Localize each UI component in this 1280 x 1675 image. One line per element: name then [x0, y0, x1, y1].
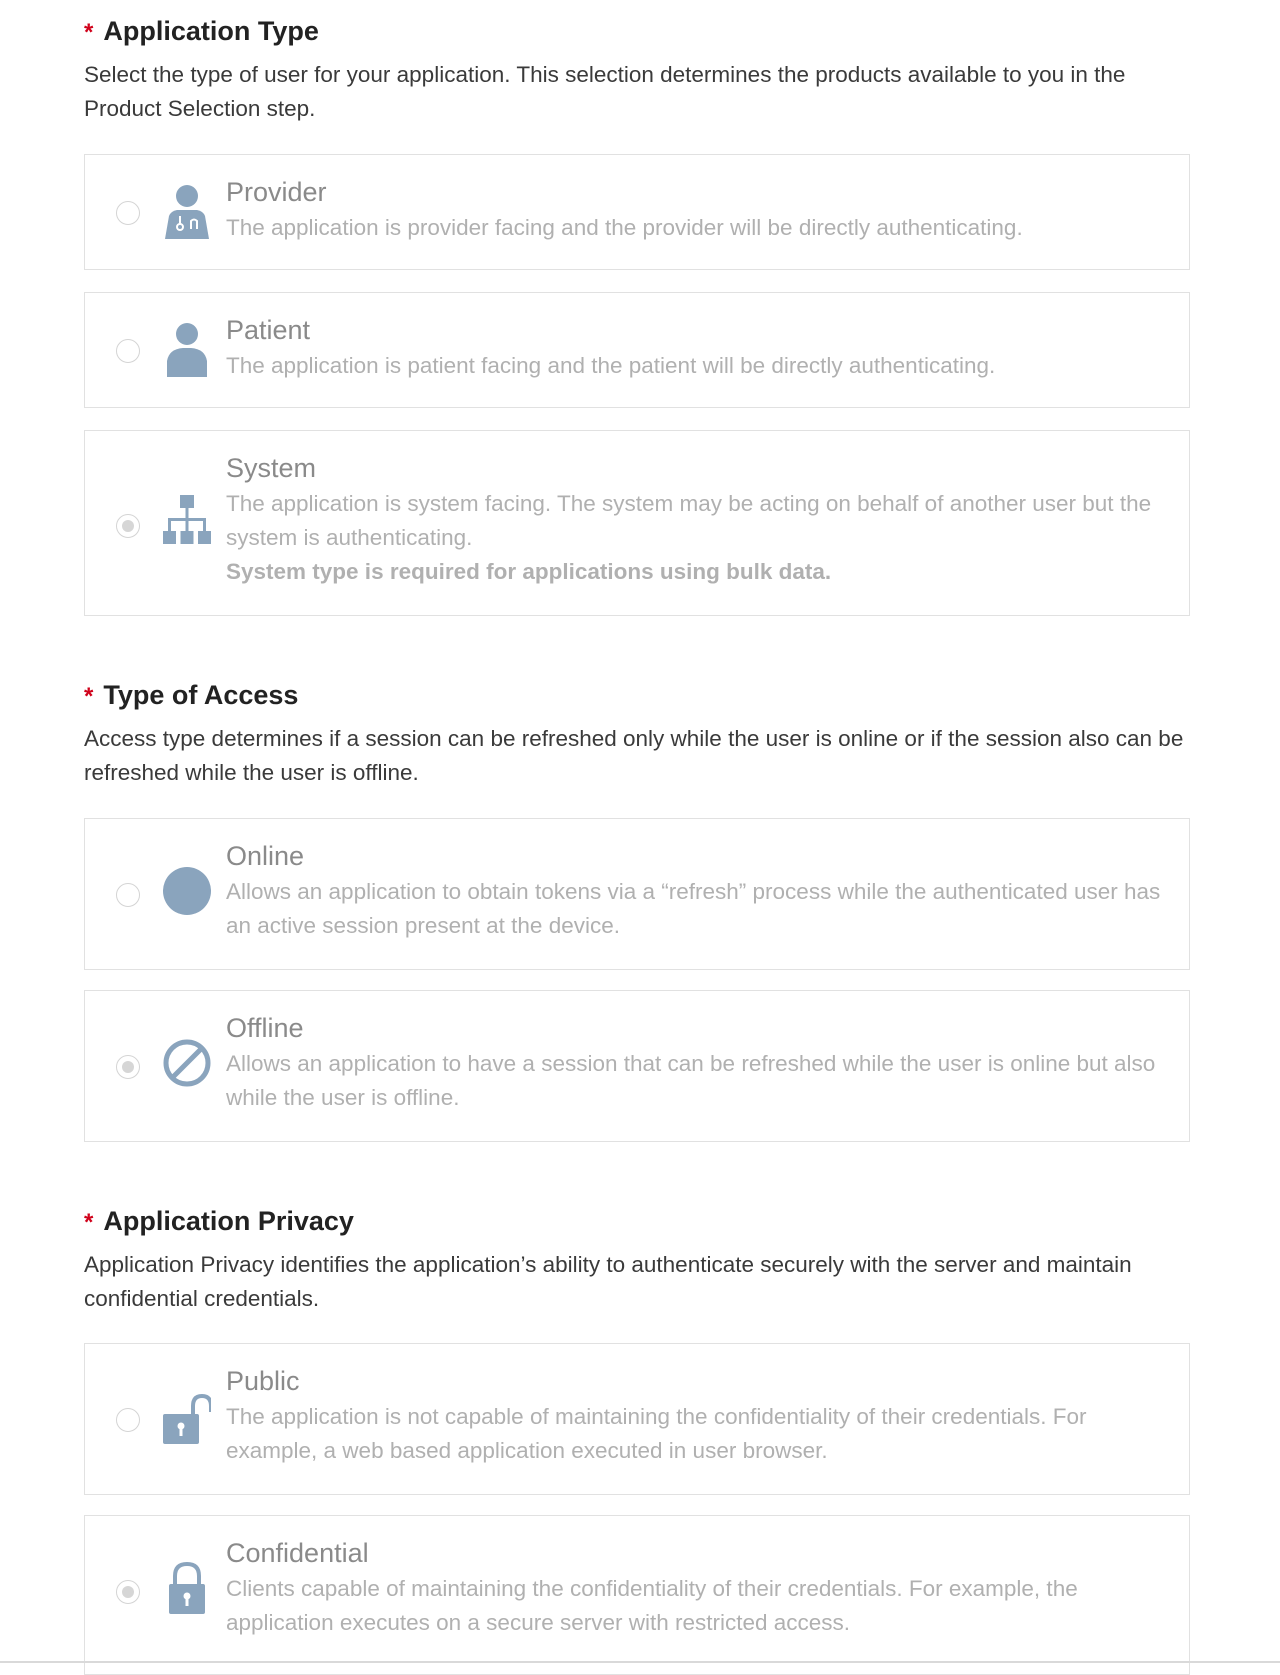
- application-type-title: Application Type: [103, 16, 319, 46]
- confidential-radio[interactable]: [116, 1580, 140, 1604]
- confidential-title: Confidential: [226, 1538, 369, 1568]
- system-radio[interactable]: [116, 514, 140, 538]
- option-public[interactable]: [84, 1343, 1190, 1495]
- system-hierarchy-icon: [163, 493, 211, 549]
- option-provider[interactable]: [84, 154, 1190, 270]
- provider-title: Provider: [226, 177, 327, 207]
- online-title: Online: [226, 841, 305, 871]
- offline-radio[interactable]: [116, 1055, 140, 1079]
- application-privacy-section: [84, 1204, 1192, 1316]
- section-title: [84, 14, 1192, 50]
- system-title: System: [226, 453, 317, 483]
- type-of-access-title: Type of Access: [103, 680, 299, 710]
- option-system[interactable]: [84, 430, 1190, 616]
- type-of-access-section: [84, 678, 1192, 790]
- online-circle-icon: [163, 865, 211, 921]
- option-offline[interactable]: [84, 990, 1190, 1142]
- offline-description: Allows an application to have a session that can be refreshed while the user is online but also while the user is offline.: [226, 1051, 1156, 1110]
- locked-padlock-icon: [163, 1560, 211, 1616]
- provider-radio[interactable]: [116, 201, 140, 225]
- offline-ban-icon: [163, 1037, 211, 1093]
- confidential-description: Clients capable of maintaining the confidentiality of their credentials. For example, the application executes on a secure server with restricted access.: [226, 1576, 1078, 1635]
- online-description: Allows an application to obtain tokens via a “refresh” process while the authenticated user has an active session present at the device.: [226, 879, 1161, 938]
- type-of-access-description: Access type determines if a session can be refreshed only while the user is online or if the session also can be refreshed while the user is offline.: [84, 726, 1184, 785]
- application-type-section: [84, 14, 1192, 126]
- patient-icon: [163, 321, 211, 377]
- provider-description: The application is provider facing and the provider will be directly authenticating.: [226, 215, 1023, 240]
- required-mark: *: [84, 683, 94, 710]
- bottom-divider: [0, 1661, 1280, 1663]
- application-privacy-description: Application Privacy identifies the application’s ability to authenticate securely with the server and maintain confidential credentials.: [84, 1252, 1132, 1311]
- option-confidential[interactable]: [84, 1515, 1190, 1675]
- public-title: Public: [226, 1366, 300, 1396]
- required-mark: *: [84, 1209, 94, 1236]
- option-patient[interactable]: [84, 292, 1190, 408]
- option-online[interactable]: [84, 818, 1190, 970]
- public-radio[interactable]: [116, 1408, 140, 1432]
- system-description: The application is system facing. The system may be acting on behalf of another user but the system is authenticating.: [226, 491, 1152, 550]
- patient-description: The application is patient facing and the patient will be directly authenticating.: [226, 353, 996, 378]
- patient-radio[interactable]: [116, 339, 140, 363]
- application-type-description: Select the type of user for your application. This selection determines the products available to you in the Product Selection step.: [84, 62, 1126, 121]
- application-privacy-title: Application Privacy: [103, 1206, 354, 1236]
- required-mark: *: [84, 19, 94, 46]
- system-note: System type is required for applications using bulk data.: [226, 559, 832, 584]
- section-title: [84, 1204, 1192, 1240]
- patient-title: Patient: [226, 315, 311, 345]
- public-description: The application is not capable of maintaining the confidentiality of their credentials. For example, a web based application executed in user browser.: [226, 1404, 1087, 1463]
- unlocked-padlock-icon: [163, 1392, 211, 1448]
- provider-icon: [163, 183, 211, 239]
- section-title: [84, 678, 1192, 714]
- online-radio[interactable]: [116, 883, 140, 907]
- offline-title: Offline: [226, 1013, 304, 1043]
